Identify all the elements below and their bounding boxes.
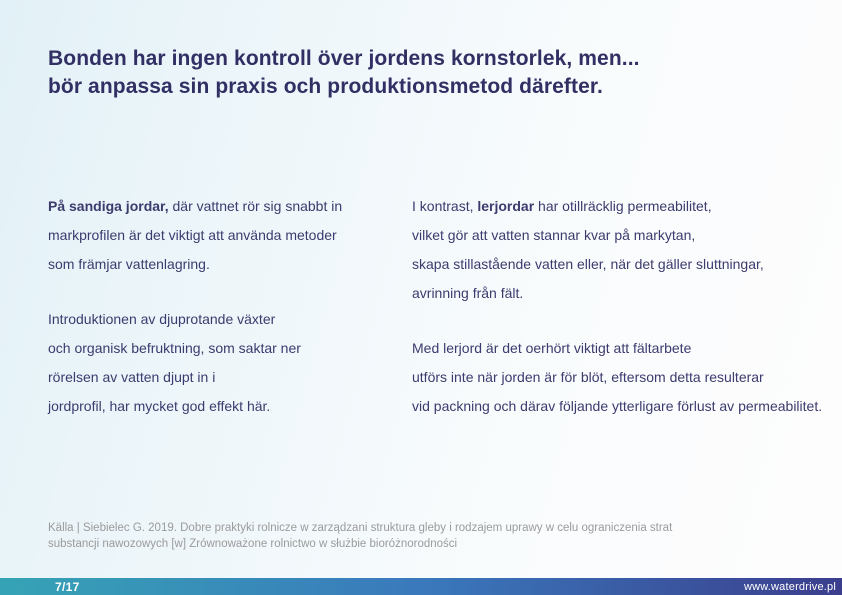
paragraph-sandy-soils <box>48 192 408 279</box>
body-line: Introduktionen av djuprotande växter <box>48 311 276 327</box>
body-line: rörelsen av vatten djupt in i <box>48 369 216 385</box>
paragraph-clay-fieldwork <box>412 334 842 421</box>
body-line: vilket gör att vatten stannar kvar på markytan, <box>412 227 696 243</box>
left-text-column <box>48 192 408 421</box>
footer-bar <box>0 578 842 595</box>
body-line: Med lerjord är det oerhört viktigt att fältarbete <box>412 340 692 356</box>
body-line: markprofilen är det viktigt att använda metoder <box>48 227 337 243</box>
body-line: jordprofil, har mycket god effekt här. <box>48 398 271 414</box>
source-citation-line-1: Källa | Siebielec G. 2019. Dobre praktyki rolnicze w zarządzani struktura gleby i rodzajem uprawy w celu ograniczenia strat <box>48 522 673 534</box>
body-line: som främjar vattenlagring. <box>48 256 210 272</box>
body-line <box>412 192 842 221</box>
body-text: där vattnet rör sig snabbt in <box>168 198 343 214</box>
right-text-column <box>412 192 842 421</box>
website-link[interactable]: www.waterdrive.pl <box>743 580 836 593</box>
paragraph-deep-rooted-plants <box>48 305 408 421</box>
body-line: skapa stillastående vatten eller, när det gäller sluttningar, <box>412 256 764 272</box>
body-line: vid packning och därav följande ytterligare förlust av permeabilitet. <box>412 398 823 414</box>
body-text: I kontrast, <box>412 198 478 214</box>
body-line <box>48 192 408 221</box>
body-line: och organisk befruktning, som saktar ner <box>48 340 301 356</box>
source-citation <box>48 520 788 552</box>
slide-title-line-2: bör anpassa sin praxis och produktionsmetod därefter. <box>48 75 603 98</box>
body-text: har otillräcklig permeabilitet, <box>534 198 712 214</box>
paragraph-clay-soils <box>412 192 842 308</box>
slide-title <box>48 45 640 101</box>
body-bold-lead: lerjordar <box>477 198 535 214</box>
body-line: utförs inte när jorden är för blöt, eftersom detta resulterar <box>412 369 764 385</box>
slide-title-line-1: Bonden har ingen kontroll över jordens kornstorlek, men... <box>48 47 640 70</box>
source-citation-line-2: substancji nawozowych [w] Zrównoważone rolnictwo w służbie bioróżnorodności <box>48 538 458 550</box>
page-indicator: 7/17 <box>55 579 80 594</box>
body-line: avrinning från fält. <box>412 285 524 301</box>
body-bold-lead: På sandiga jordar, <box>48 198 169 214</box>
